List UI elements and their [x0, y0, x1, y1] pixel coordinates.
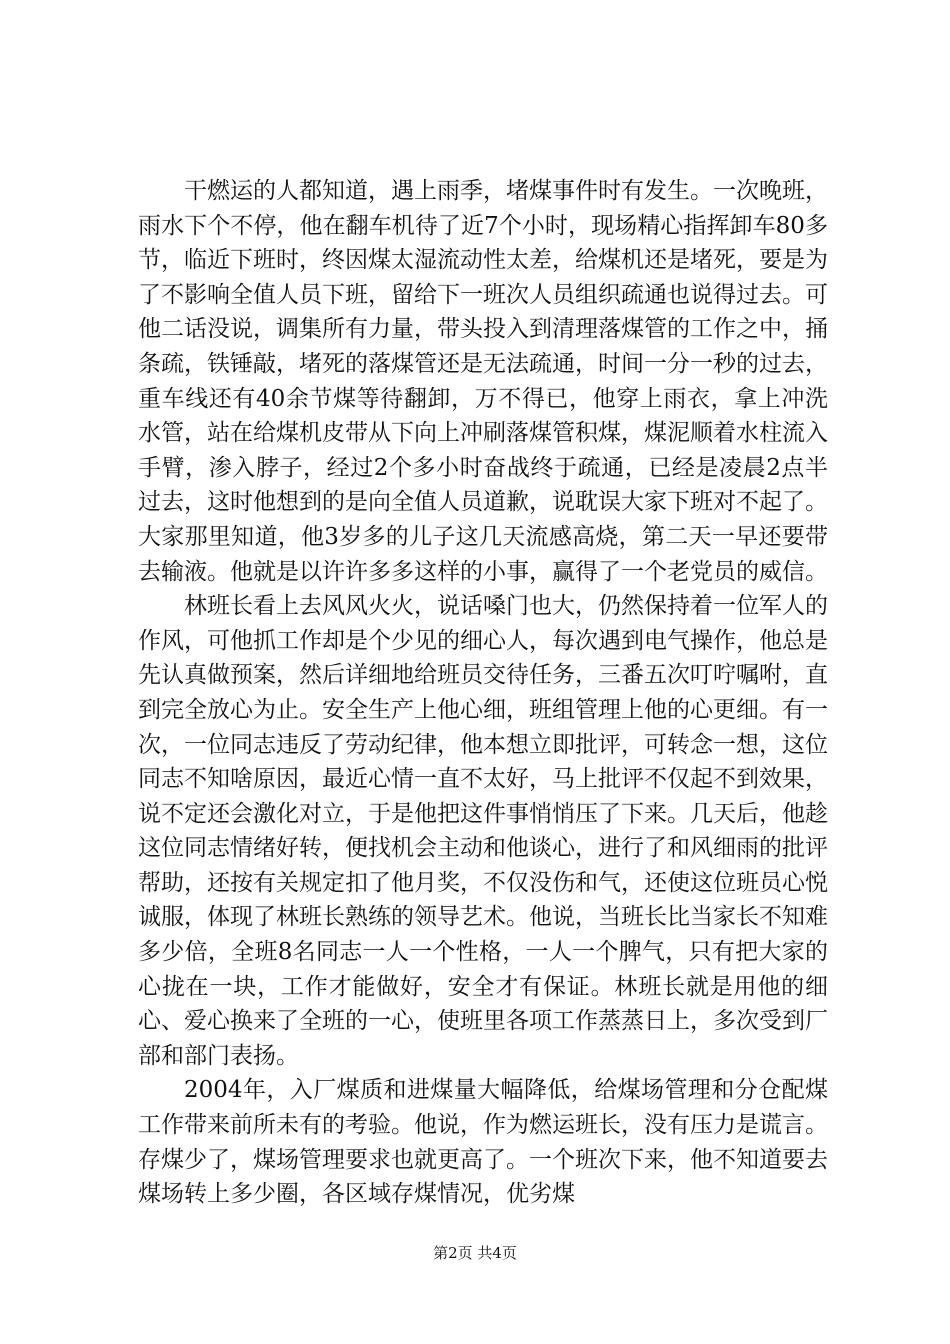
paragraph-3: 2004年，入厂煤质和进煤量大幅降低，给煤场管理和分仓配煤工作带来前所未有的考验。他说，作为燃运班长，没有压力是谎言。存煤少了，煤场管理要求也就更高了。一个班次下来，他不知道要去煤场转上多少圈，各区域存煤情况，优劣煤 — [138, 1077, 828, 1208]
page-footer: 第2页 共4页 — [433, 1244, 517, 1262]
paragraph-1: 干燃运的人都知道，遇上雨季，堵煤事件时有发生。一次晚班，雨水下个不停，他在翻车机待了近7个小时，现场精心指挥卸车80多节，临近下班时，终因煤太湿流动性太差，给煤机还是堵死，要是为了不影响全值人员下班，留给下一班次人员组织疏通也说得过去。可他二话没说，调集所有力量，带头投入到清理落煤管的工作之中，捅条疏，铁锤敲，堵死的落煤管还是无法疏通，时间一分一秒的过去，重车线还有40余节煤等待翻卸，万不得已，他穿上雨衣，拿上冲洗水管，站在给煤机皮带从下向上冲刷落煤管积煤，煤泥顺着水柱流入手臂，渗入脖子，经过2个多小时奋战终于疏通，已经是凌晨2点半过去，这时他想到的是向全值人员道歉，说耽误大家下班对不起了。大家那里知道，他3岁多的儿子这几天流感高烧，第二天一早还要带去输液。他就是以许许多多这样的小事，赢得了一个老党员的威信。 — [138, 178, 828, 585]
paragraph-2: 林班长看上去风风火火，说话嗓门也大，仍然保持着一位军人的作风，可他抓工作却是个少见的细心人，每次遇到电气操作，他总是先认真做预案，然后详细地给班员交待任务，三番五次叮咛嘱咐，直到完全放心为止。安全生产上他心细，班组管理上他的心更细。有一次，一位同志违反了劳动纪律，他本想立即批评，可转念一想，这位同志不知啥原因，最近心情一直不太好，马上批评不仅起不到效果，说不定还会激化对立，于是他把这件事悄悄压了下来。几天后，他趁这位同志情绪好转，便找机会主动和他谈心，进行了和风细雨的批评帮助，还按有关规定扣了他月奖，不仅没伤和气，还使这位班员心悦诚服，体现了林班长熟练的领导艺术。他说，当班长比当家长不知难多少倍，全班8名同志一人一个性格，一人一个脾气，只有把大家的心拢在一块，工作才能做好，安全才有保证。林班长就是用他的细心、爱心换来了全班的一心，使班里各项工作蒸蒸日上，多次受到厂部和部门表扬。 — [138, 593, 828, 1069]
article-body — [138, 174, 828, 1212]
